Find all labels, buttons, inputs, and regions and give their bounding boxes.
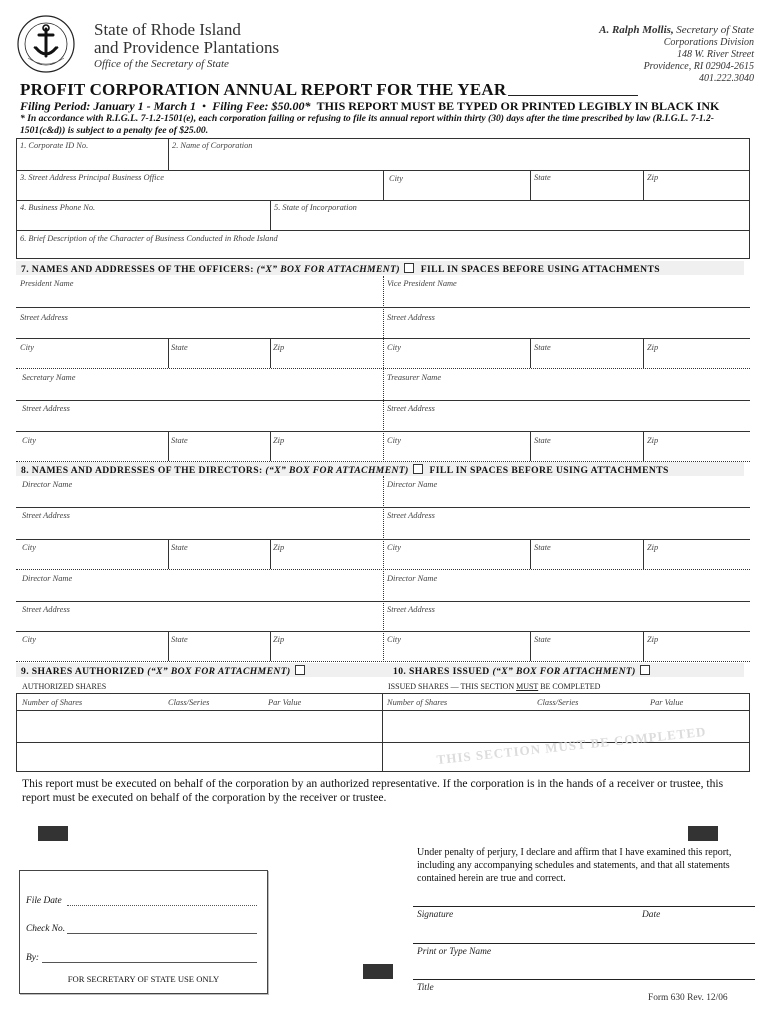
print-name-input[interactable] bbox=[413, 921, 755, 943]
auth-class-series-label: Class/Series bbox=[168, 698, 210, 707]
officers-section-title: 7. NAMES AND ADDRESSES OF THE OFFICERS: (“X” BOX FOR ATTACHMENT) FILL IN SPACES BEFORE USING ATTACHMENTS bbox=[21, 264, 661, 275]
signature-input[interactable] bbox=[413, 884, 755, 906]
director1-name-input[interactable] bbox=[17, 490, 382, 506]
shares-issued-checkbox[interactable] bbox=[640, 665, 650, 675]
black-marker bbox=[38, 826, 68, 841]
black-marker bbox=[363, 964, 393, 979]
office-use-box bbox=[19, 870, 268, 994]
issued-class-series-label: Class/Series bbox=[537, 698, 579, 707]
state-name-line1: State of Rhode Island bbox=[94, 20, 241, 39]
vice-president-city-label: City bbox=[387, 343, 401, 352]
execution-instructions: This report must be executed on behalf of the corporation by an authorized representative. If the corporation is in the hands of a receiver or trustee, this report must be executed on behalf of the corporation by the receiver or trustee. bbox=[22, 777, 724, 804]
by-line[interactable] bbox=[42, 962, 257, 963]
authorized-shares-caption: AUTHORIZED SHARES bbox=[22, 682, 107, 691]
office-phone: 401.222.3040 bbox=[699, 73, 754, 84]
bullet-separator: • bbox=[202, 99, 207, 113]
corp-id-label: 1. Corporate ID No. bbox=[20, 141, 89, 150]
director1-name-label: Director Name bbox=[22, 480, 73, 489]
corp-name-input[interactable] bbox=[170, 151, 748, 170]
secretary-title: Secretary of State bbox=[676, 24, 754, 36]
secretary-name-label: Secretary Name bbox=[22, 373, 76, 382]
director4-name-input[interactable] bbox=[385, 584, 749, 600]
secretary-zip-label: Zip bbox=[273, 436, 285, 445]
state-name-line2: and Providence Plantations bbox=[94, 38, 280, 57]
date-label: Date bbox=[642, 910, 661, 920]
filing-fee: Filing Fee: $50.00* bbox=[212, 99, 311, 113]
director4-name-label: Director Name bbox=[387, 574, 438, 583]
director2-city-label: City bbox=[387, 543, 401, 552]
secretary-address-block bbox=[454, 24, 754, 85]
vice-president-street-label: Street Address bbox=[387, 313, 435, 322]
directors-attachment-checkbox[interactable] bbox=[413, 464, 423, 474]
director2-name-input[interactable] bbox=[385, 490, 749, 506]
ink-instruction: THIS REPORT MUST BE TYPED OR PRINTED LEGIBLY IN BLACK INK bbox=[316, 99, 720, 113]
shares-issued-title: 10. SHARES ISSUED (“X” BOX FOR ATTACHMENT) bbox=[393, 665, 654, 677]
state-incorporation-label: 5. State of Incorporation bbox=[274, 203, 357, 212]
officers-attachment-checkbox[interactable] bbox=[404, 263, 414, 273]
state-input[interactable] bbox=[532, 183, 642, 200]
director4-city-label: City bbox=[387, 635, 401, 644]
penalty-note: * In accordance with R.I.G.L. 7-1.2-1501(e), each corporation failing or refusing to file its annual report within thirty (30) days after the time prescribed by law (R.I.G.L. 7-1.2-1501(c&d)) is subject to a penalty fee of $25.00. bbox=[20, 113, 714, 136]
filing-period: Filing Period: January 1 - March 1 bbox=[20, 99, 197, 113]
year-input-line[interactable] bbox=[508, 95, 638, 96]
authorized-shares-input[interactable] bbox=[17, 711, 381, 770]
issued-number-of-shares-label: Number of Shares bbox=[387, 698, 448, 707]
directors-section-title: 8. NAMES AND ADDRESSES OF THE DIRECTORS: (“X” BOX FOR ATTACHMENT) FILL IN SPACES BEFORE USING ATTACHMENTS bbox=[21, 465, 669, 476]
issued-par-value-label: Par Value bbox=[650, 698, 684, 707]
vice-president-street-input[interactable] bbox=[385, 323, 749, 337]
director1-state-label: State bbox=[171, 543, 188, 552]
office-use-caption: FOR SECRETARY OF STATE USE ONLY bbox=[67, 974, 220, 984]
auth-par-value-label: Par Value bbox=[268, 698, 302, 707]
office-city: Providence, RI 02904-2615 bbox=[643, 61, 754, 72]
street-address-label: 3. Street Address Principal Business Office bbox=[20, 173, 164, 182]
city-label: City bbox=[389, 174, 403, 183]
shares-authorized-title: 9. SHARES AUTHORIZED (“X” BOX FOR ATTACHMENT) bbox=[21, 665, 309, 677]
issued-shares-caption: ISSUED SHARES — THIS SECTION MUST BE COMPLETED bbox=[388, 682, 601, 691]
treasurer-zip-label: Zip bbox=[647, 436, 659, 445]
director2-zip-label: Zip bbox=[647, 543, 659, 552]
by-label: By: bbox=[26, 953, 40, 963]
vice-president-zip-label: Zip bbox=[647, 343, 659, 352]
must-complete-watermark: THIS SECTION MUST BE COMPLETED bbox=[435, 723, 708, 768]
treasurer-street-label: Street Address bbox=[387, 404, 435, 413]
secretary-city-label: City bbox=[22, 436, 36, 445]
state-seal-logo bbox=[16, 14, 76, 74]
president-state-label: State bbox=[171, 343, 188, 352]
director1-street-label: Street Address bbox=[22, 511, 70, 520]
title-input[interactable] bbox=[413, 957, 755, 979]
business-description-input[interactable] bbox=[17, 244, 749, 258]
business-description-label: 6. Brief Description of the Character of Business Conducted in Rhode Island bbox=[20, 234, 278, 243]
black-marker bbox=[688, 826, 718, 841]
form-title: PROFIT CORPORATION ANNUAL REPORT FOR THE YEAR bbox=[20, 80, 507, 99]
zip-label: Zip bbox=[647, 173, 659, 182]
state-label: State bbox=[534, 173, 551, 182]
zip-input[interactable] bbox=[645, 183, 749, 200]
vice-president-state-label: State bbox=[534, 343, 551, 352]
director3-name-label: Director Name bbox=[22, 574, 73, 583]
city-input[interactable] bbox=[385, 183, 529, 200]
president-name-label: President Name bbox=[20, 279, 74, 288]
president-name-input[interactable] bbox=[17, 290, 382, 306]
president-zip-label: Zip bbox=[273, 343, 285, 352]
treasurer-name-input[interactable] bbox=[385, 384, 749, 399]
secretary-street-input[interactable] bbox=[17, 415, 382, 430]
director3-state-label: State bbox=[171, 635, 188, 644]
office-name: Office of the Secretary of State bbox=[94, 58, 229, 70]
state-incorporation-input[interactable] bbox=[272, 213, 749, 230]
check-no-line[interactable] bbox=[67, 933, 257, 934]
form-number: Form 630 Rev. 12/06 bbox=[648, 993, 728, 1003]
business-phone-input[interactable] bbox=[17, 213, 269, 230]
auth-number-of-shares-label: Number of Shares bbox=[22, 698, 83, 707]
director2-state-label: State bbox=[534, 543, 551, 552]
treasurer-street-input[interactable] bbox=[385, 415, 749, 430]
check-no-label: Check No. bbox=[26, 924, 66, 934]
title-label: Title bbox=[417, 983, 434, 993]
director2-street-label: Street Address bbox=[387, 511, 435, 520]
director3-name-input[interactable] bbox=[17, 584, 382, 600]
director1-city-label: City bbox=[22, 543, 36, 552]
director3-street-label: Street Address bbox=[22, 605, 70, 614]
signature-label: Signature bbox=[417, 910, 454, 920]
secretary-name-input[interactable] bbox=[17, 384, 382, 399]
file-date-line[interactable] bbox=[67, 905, 257, 906]
treasurer-name-label: Treasurer Name bbox=[387, 373, 442, 382]
secretary-state-label: State bbox=[171, 436, 188, 445]
filing-info bbox=[20, 99, 719, 114]
director2-name-label: Director Name bbox=[387, 480, 438, 489]
vice-president-name-input[interactable] bbox=[385, 290, 749, 306]
vice-president-name-label: Vice President Name bbox=[387, 279, 457, 288]
director3-city-label: City bbox=[22, 635, 36, 644]
treasurer-state-label: State bbox=[534, 436, 551, 445]
secretary-name: A. Ralph Mollis, bbox=[599, 24, 674, 36]
treasurer-city-label: City bbox=[387, 436, 401, 445]
president-street-input[interactable] bbox=[17, 323, 382, 337]
office-street: 148 W. River Street bbox=[676, 49, 754, 60]
director4-zip-label: Zip bbox=[647, 635, 659, 644]
president-street-label: Street Address bbox=[20, 313, 68, 322]
secretary-street-label: Street Address bbox=[22, 404, 70, 413]
director4-state-label: State bbox=[534, 635, 551, 644]
director1-zip-label: Zip bbox=[273, 543, 285, 552]
director4-street-label: Street Address bbox=[387, 605, 435, 614]
print-name-label: Print or Type Name bbox=[417, 947, 492, 957]
perjury-declaration: Under penalty of perjury, I declare and affirm that I have examined this report, including any accompanying schedules and statements, and that all statements contained herein are true and correct. bbox=[417, 847, 732, 884]
corp-id-input[interactable] bbox=[17, 151, 167, 170]
street-address-input[interactable] bbox=[17, 183, 382, 200]
president-city-label: City bbox=[20, 343, 34, 352]
corp-name-label: 2. Name of Corporation bbox=[172, 141, 253, 150]
division-name: Corporations Division bbox=[663, 37, 754, 48]
business-phone-label: 4. Business Phone No. bbox=[20, 203, 96, 212]
shares-authorized-checkbox[interactable] bbox=[295, 665, 305, 675]
file-date-label: File Date bbox=[26, 896, 62, 906]
director3-zip-label: Zip bbox=[273, 635, 285, 644]
